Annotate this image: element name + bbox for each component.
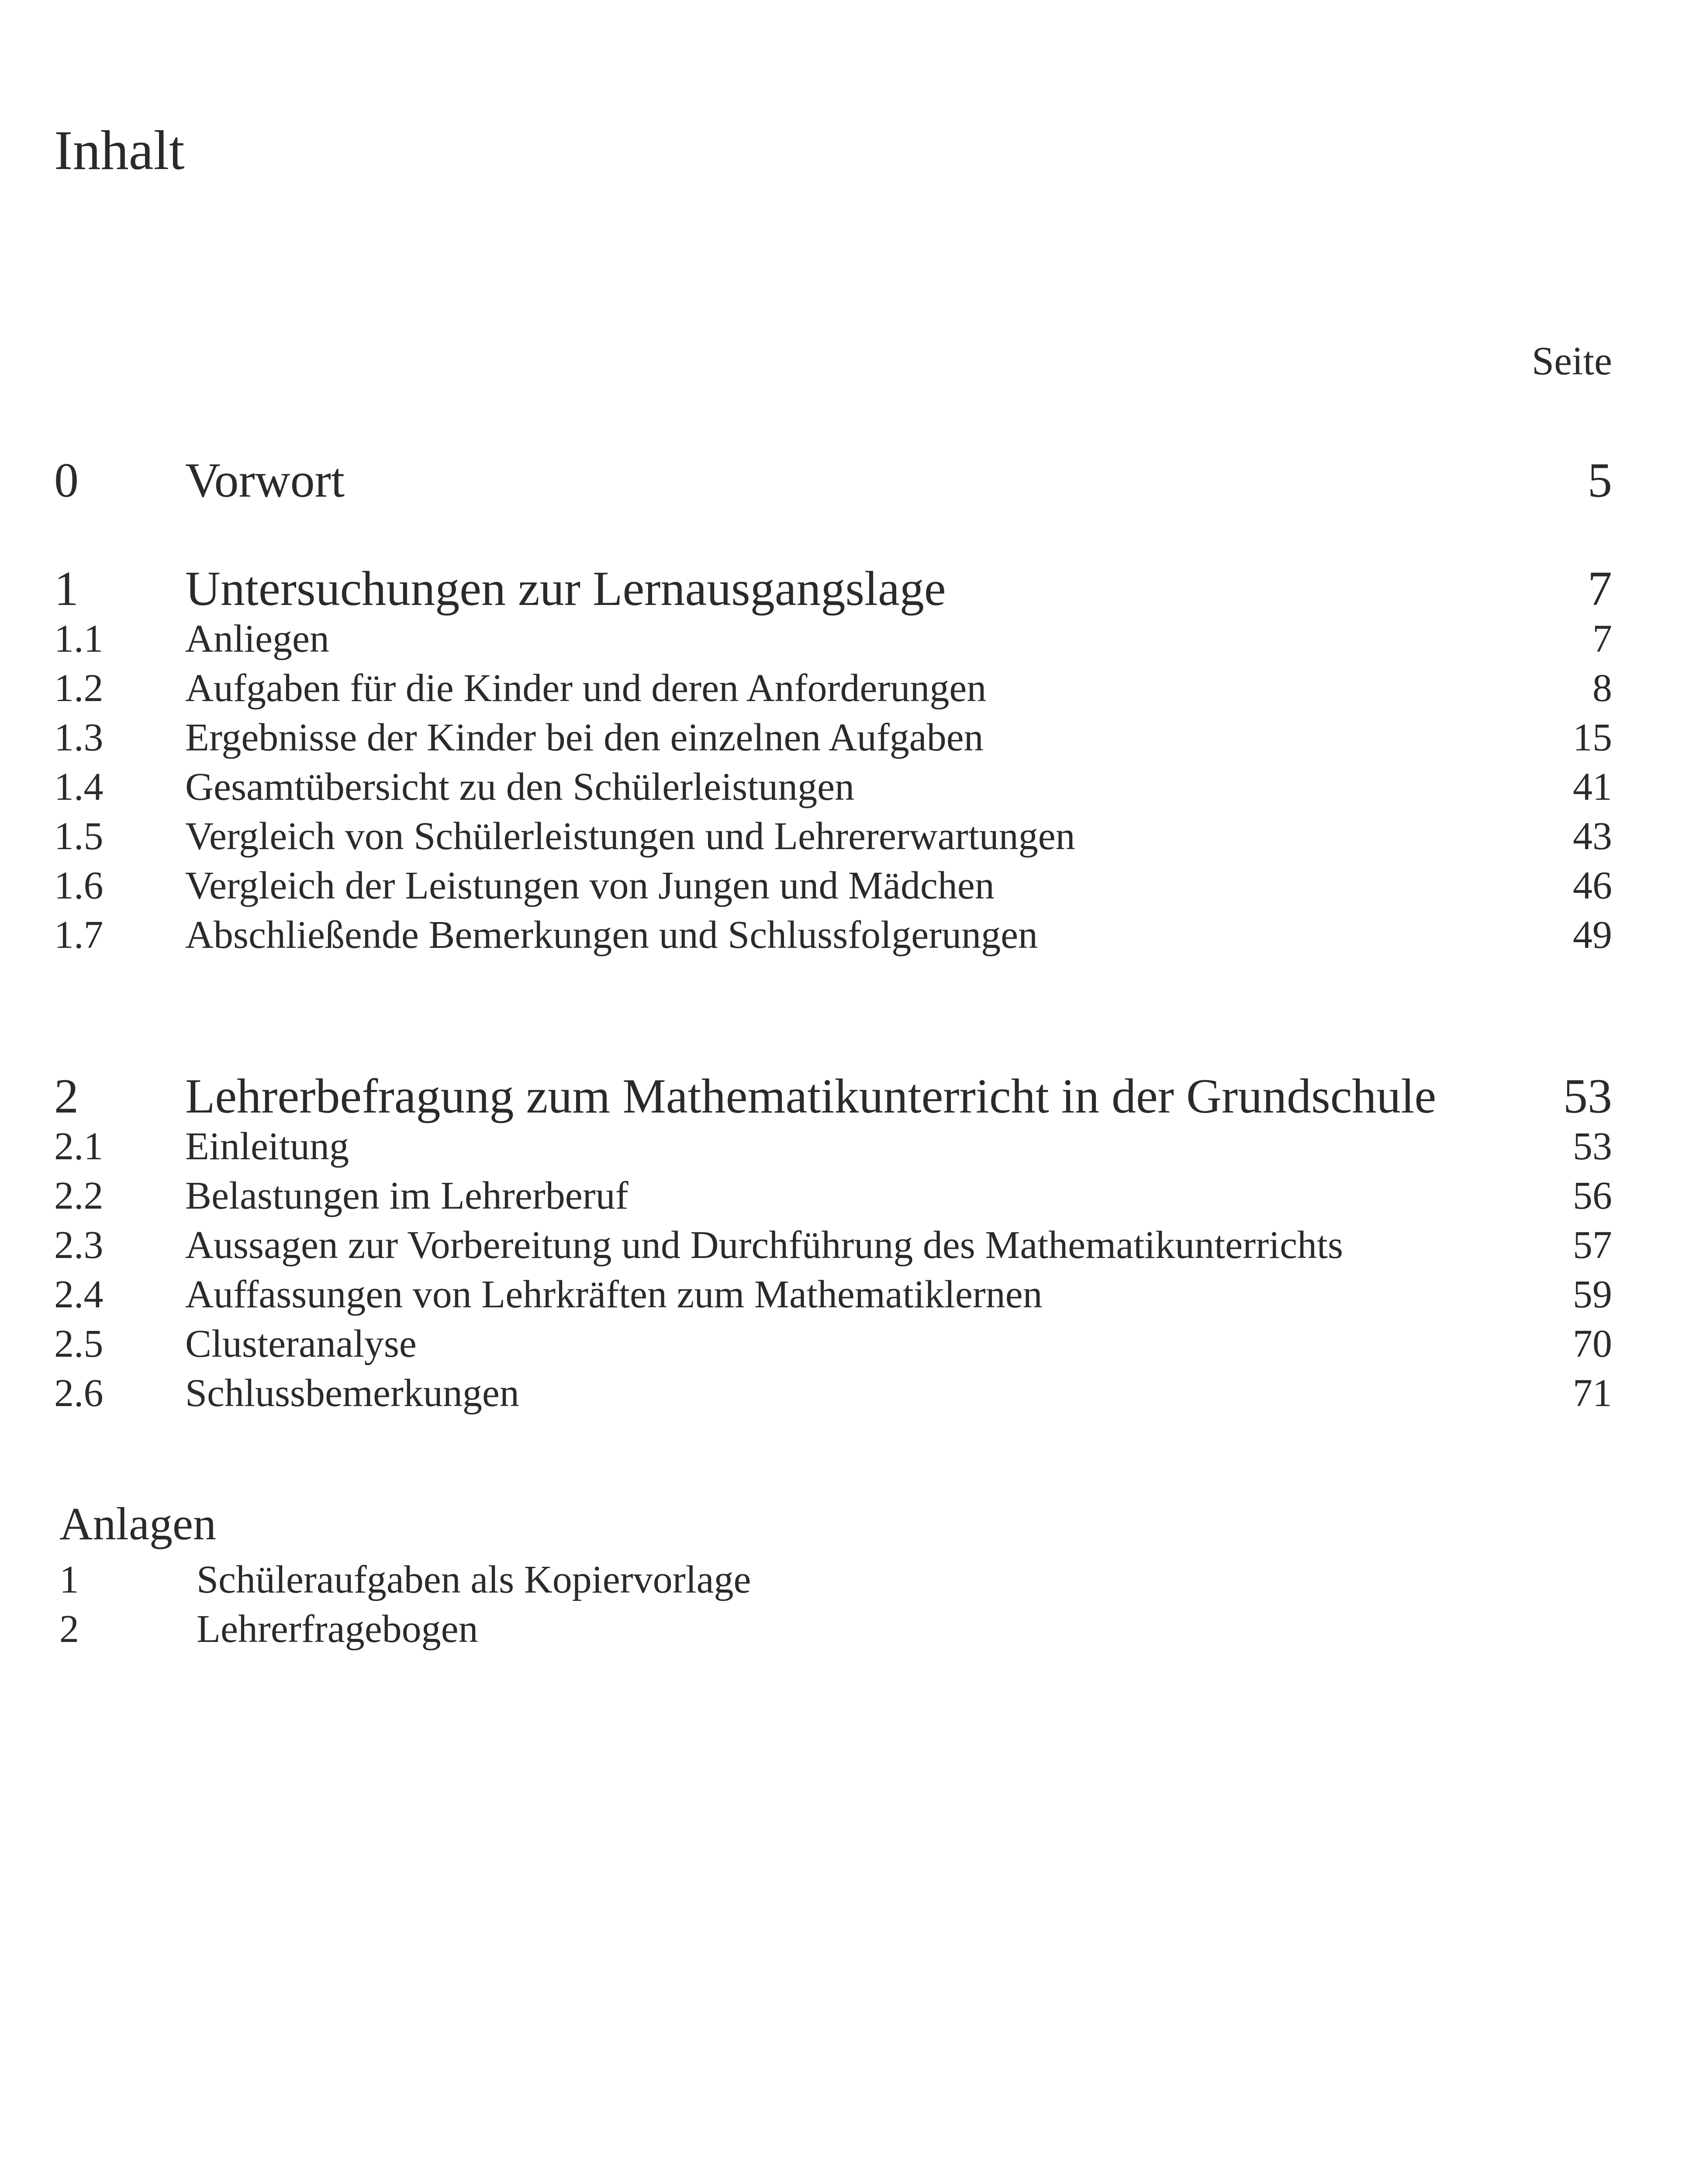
entry-number: 1.6 [54,864,104,907]
toc-entry[interactable] [0,713,1682,762]
toc-entry[interactable] [0,614,1682,663]
toc-section-2 [0,1071,1682,1418]
entry-page: 15 [1573,716,1612,759]
section-title: Untersuchungen zur Lernausgangslage [185,562,946,616]
entry-page: 8 [1592,667,1612,710]
entry-number: 2.6 [54,1372,104,1415]
entry-title: Einleitung [185,1125,349,1168]
entry-page: 7 [1592,617,1612,660]
entry-page: 49 [1573,913,1612,957]
toc-section-heading[interactable] [0,455,1682,506]
section-number: 2 [54,1069,79,1123]
entry-title: Vergleich der Leistungen von Jungen und Mädchen [185,864,995,907]
entry-number: 1.3 [54,716,104,759]
toc-section-heading[interactable] [0,563,1682,614]
entry-number: 2.3 [54,1223,104,1267]
entry-title: Aussagen zur Vorbereitung und Durchführung des Mathematikunterrichts [185,1223,1344,1267]
entry-number: 1.4 [54,765,104,809]
entry-page: 56 [1573,1174,1612,1217]
section-page: 5 [1588,453,1612,508]
entry-number: 2.1 [54,1125,104,1168]
section-number: 1 [54,562,79,616]
toc-entry[interactable] [0,762,1682,812]
toc-entry[interactable] [0,1171,1682,1220]
toc-entry[interactable] [0,663,1682,713]
entry-title: Vergleich von Schülerleistungen und Lehrererwartungen [185,815,1075,858]
toc-entry[interactable] [0,812,1682,861]
annex-label: Schüleraufgaben als Kopiervorlage [197,1558,751,1601]
annex-number: 1 [59,1558,79,1601]
entry-title: Ergebnisse der Kinder bei den einzelnen Aufgaben [185,716,984,759]
entry-page: 71 [1573,1372,1612,1415]
toc-entry[interactable] [0,1368,1682,1418]
toc-section-heading[interactable] [0,1071,1682,1122]
entry-page: 46 [1573,864,1612,907]
entry-title: Aufgaben für die Kinder und deren Anforderungen [185,667,987,710]
entry-number: 2.4 [54,1273,104,1316]
section-title: Lehrerbefragung zum Mathematikunterricht in der Grundschule [185,1069,1437,1123]
page-column-label: Seite [1532,339,1612,383]
annex-item[interactable] [0,1555,1682,1604]
entry-title: Gesamtübersicht zu den Schülerleistungen [185,765,855,809]
toc-entry[interactable] [0,1122,1682,1171]
page-title: Inhalt [54,119,185,181]
entry-number: 1.5 [54,815,104,858]
entry-number: 2.2 [54,1174,104,1217]
entry-page: 53 [1573,1125,1612,1168]
entry-title: Anliegen [185,617,329,660]
toc-entry[interactable] [0,1220,1682,1270]
entry-page: 43 [1573,815,1612,858]
entry-page: 70 [1573,1322,1612,1365]
entry-number: 1.1 [54,617,104,660]
annex-number: 2 [59,1607,79,1651]
toc-entry[interactable] [0,1270,1682,1319]
section-page: 53 [1563,1069,1612,1123]
annex-item[interactable] [0,1604,1682,1654]
entry-title: Clusteranalyse [185,1322,417,1365]
toc-section-1 [0,563,1682,960]
entry-page: 41 [1573,765,1612,809]
entry-title: Auffassungen von Lehrkräften zum Mathematiklernen [185,1273,1043,1316]
entry-title: Belastungen im Lehrerberuf [185,1174,629,1217]
toc-entry[interactable] [0,861,1682,910]
entry-number: 1.2 [54,667,104,710]
entry-title: Schlussbemerkungen [185,1372,519,1415]
entry-number: 2.5 [54,1322,104,1365]
annex-title: Anlagen [59,1498,217,1549]
section-page: 7 [1588,562,1612,616]
toc-entry[interactable] [0,910,1682,960]
entry-title: Abschließende Bemerkungen und Schlussfolgerungen [185,913,1038,957]
toc-entry[interactable] [0,1319,1682,1368]
entry-number: 1.7 [54,913,104,957]
toc-section-0 [0,455,1682,506]
entry-page: 57 [1573,1223,1612,1267]
annex-list [0,1555,1682,1654]
annex-label: Lehrerfragebogen [197,1607,478,1651]
section-title: Vorwort [185,453,345,508]
section-number: 0 [54,453,79,508]
entry-page: 59 [1573,1273,1612,1316]
